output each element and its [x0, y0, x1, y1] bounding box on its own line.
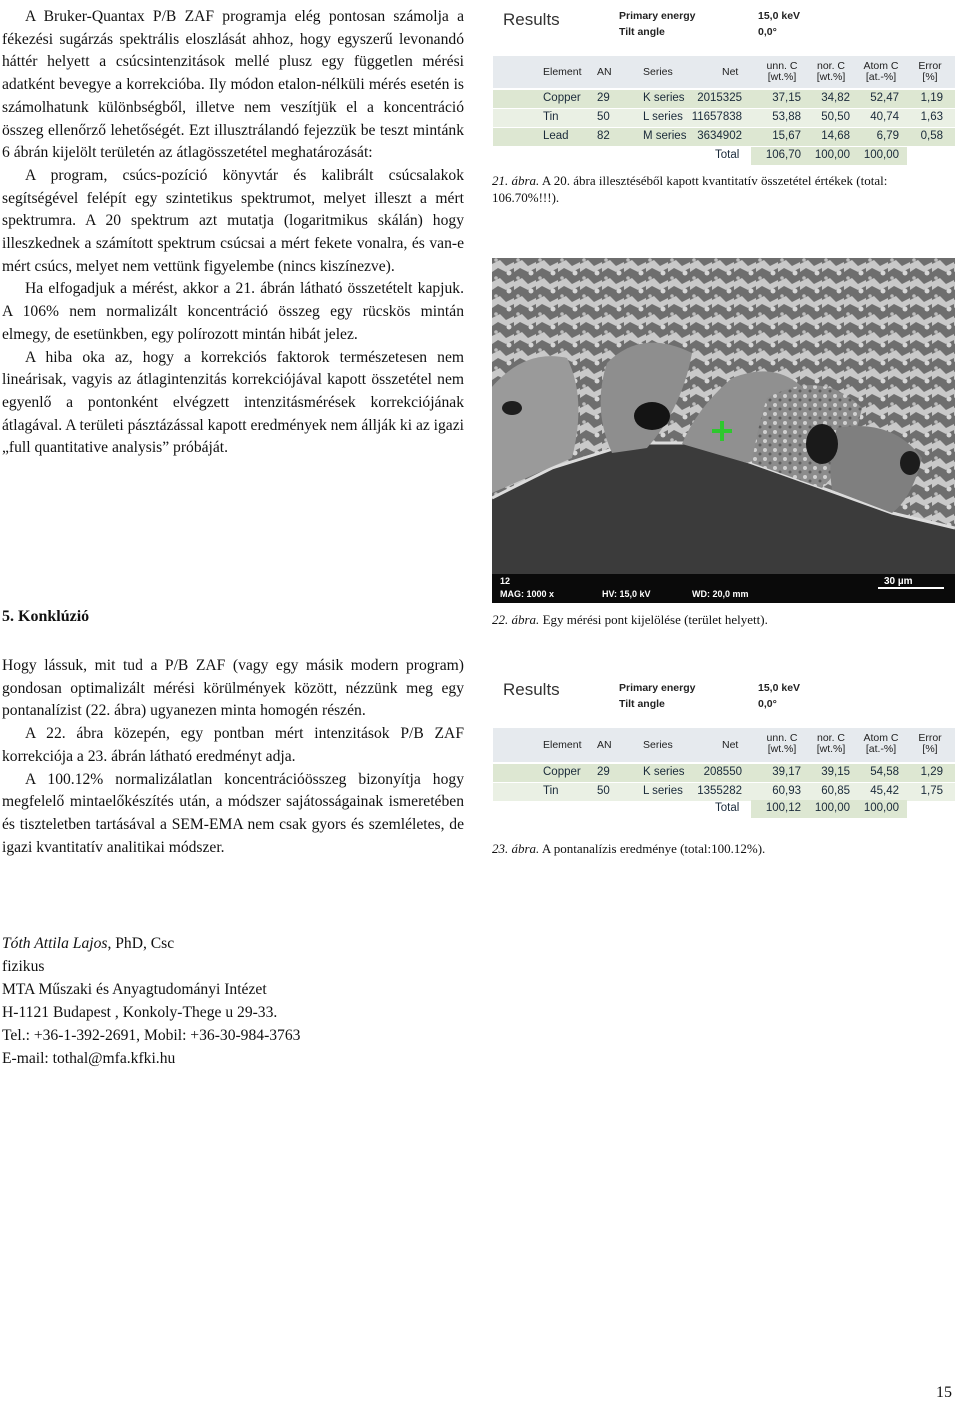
cell-nor: 60,85 — [821, 785, 850, 797]
col-header: Series — [643, 739, 673, 751]
scale-bar-label: 30 µm — [884, 576, 913, 587]
cell-nor: 50,50 — [821, 111, 850, 123]
paragraph: A 22. ábra közepén, egy pontban mért intenzitások P/B ZAF korrekciója a 23. ábrán látható eredményt adja. — [2, 725, 464, 765]
cell-element: Tin — [543, 111, 559, 123]
cell-err: 1,63 — [920, 111, 943, 123]
conclusion-text — [2, 655, 464, 859]
primary-energy-value: 15,0 keV — [758, 682, 801, 694]
cell-atom: 40,74 — [870, 111, 899, 123]
cell-net: 3634902 — [697, 130, 742, 142]
cell-err: 1,19 — [920, 92, 943, 104]
figure-caption-22: 22. ábra. Egy mérési pont kijelölése (terület helyett). — [492, 612, 768, 627]
total-nor: 100,00 — [814, 149, 850, 161]
cell-net: 11657838 — [691, 111, 742, 123]
cell-series: L series — [643, 785, 683, 797]
author-institute: MTA Műszaki és Anyagtudományi Intézet — [2, 981, 267, 998]
cell-err: 1,29 — [920, 766, 943, 778]
col-header: Net — [722, 66, 739, 78]
cell-unn: 37,15 — [772, 92, 801, 104]
total-label: Total — [715, 802, 740, 814]
author-name: Tóth Attila Lajos — [2, 935, 108, 952]
cell-an: 29 — [597, 766, 610, 778]
author-phone: Tel.: +36-1-392-2691, Mobil: +36-30-984-3763 — [2, 1027, 301, 1044]
author-email: E-mail: tothal@mfa.kfki.hu — [2, 1050, 176, 1067]
cell-element: Lead — [543, 130, 569, 142]
results-table-21 — [493, 4, 955, 166]
cell-series: K series — [643, 92, 685, 104]
col-header: Element — [543, 66, 582, 78]
results-title: Results — [503, 680, 560, 699]
cell-nor: 34,82 — [821, 92, 850, 104]
tilt-angle-value: 0,0° — [758, 698, 777, 710]
cell-element: Copper — [543, 766, 581, 778]
cell-element: Tin — [543, 785, 559, 797]
cell-err: 0,58 — [920, 130, 943, 142]
col-header: Element — [543, 739, 582, 751]
cell-series: L series — [643, 111, 683, 123]
cell-nor: 14,68 — [821, 130, 850, 142]
tilt-angle-label: Tilt angle — [619, 26, 665, 38]
info-bar-number: 12 — [500, 576, 511, 586]
primary-energy-label: Primary energy — [619, 10, 696, 22]
author-block — [2, 932, 472, 1070]
paragraph: A hiba oka az, hogy a korrekciós faktorok természetesen nem lineárisak, vagyis az átlagintenzitás korrekciójával kapott összetétel nem egyenlő a pontonként elvégzett intenzitásmérések korrekciójának átlagával. A területi pásztázással kapott eredmények nem állják ki az igazi „full quantitative analysis” próbáját. — [2, 348, 464, 457]
paragraph: Hogy lássuk, mit tud a P/B ZAF (vagy egy másik modern program) gondosan optimalizált mérési körülmények között, nézzünk meg egy pontanalízist (22. ábra) ugyanezen minta homogén részén. — [2, 657, 464, 720]
cell-series: K series — [643, 766, 685, 778]
cell-net: 2015325 — [697, 92, 742, 104]
cell-an: 29 — [597, 92, 610, 104]
total-unn: 106,70 — [765, 149, 801, 161]
cell-atom: 54,58 — [870, 766, 899, 778]
cell-net: 208550 — [703, 766, 742, 778]
col-header: nor. C [wt.%] — [816, 60, 846, 83]
micrograph-drawing — [492, 258, 955, 603]
cell-an: 50 — [597, 785, 610, 797]
primary-energy-value: 15,0 keV — [758, 10, 801, 22]
total-atom: 100,00 — [863, 149, 899, 161]
cell-series: M series — [643, 130, 687, 142]
author-degree: , PhD, Csc — [107, 935, 175, 952]
cell-err: 1,75 — [920, 785, 943, 797]
col-header: Series — [643, 66, 673, 78]
info-bar-hv: HV: 15,0 kV — [602, 589, 651, 599]
cell-atom: 52,47 — [870, 92, 899, 104]
col-header: nor. C [wt.%] — [816, 732, 846, 755]
info-bar-wd: WD: 20,0 mm — [692, 589, 749, 599]
body-text — [2, 6, 464, 460]
sem-micrograph — [492, 258, 955, 603]
cell-an: 50 — [597, 111, 610, 123]
primary-energy-label: Primary energy — [619, 682, 696, 694]
tilt-angle-value: 0,0° — [758, 26, 777, 38]
author-role: fizikus — [2, 958, 45, 975]
tilt-angle-label: Tilt angle — [619, 698, 665, 710]
cell-nor: 39,15 — [821, 766, 850, 778]
figure-caption-23: 23. ábra. A pontanalízis eredménye (total:100.12%). — [492, 841, 766, 856]
cell-atom: 45,42 — [870, 785, 899, 797]
col-header: Error [%] — [918, 60, 942, 83]
figure-caption-21: 21. ábra. A 20. ábra illesztéséből kapott kvantitatív összetétel értékek (total: 106.70%!!!). — [492, 173, 888, 205]
col-header: Atom C [at.-%] — [863, 60, 899, 83]
total-label: Total — [715, 149, 740, 161]
author-address: H-1121 Budapest , Konkoly-Thege u 29-33. — [2, 1004, 278, 1021]
cell-net: 1355282 — [697, 785, 742, 797]
cell-unn: 60,93 — [772, 785, 801, 797]
total-atom: 100,00 — [863, 802, 899, 814]
page-number: 15 — [936, 1384, 952, 1401]
paragraph: A program, csúcs-pozíció könyvtár és kalibrált csúcsalakok segítségével felépít egy szintetikus spektrumot, melyet illeszt a mért spektrumra. A 20 spektrum azt mutatja (logaritmikus skálán) hogy illeszkednek a számított spektrum csúcsai a mért fekete vonalra, és van-e mért csúcs, melyet nem vettünk figyelembe (nincs kiszínezve). — [2, 166, 464, 275]
cell-unn: 15,67 — [772, 130, 801, 142]
info-bar-mag: MAG: 1000 x — [500, 589, 555, 599]
col-header: Net — [722, 739, 739, 751]
col-header: unn. C [wt.%] — [766, 732, 798, 755]
paragraph: Ha elfogadjuk a mérést, akkor a 21. ábrán látható összetételt kapjuk. A 106% nem normalizált koncentráció összeg egy rücskös mintán elmegy, de esetünkben, egy polírozott mintán hibát jelez. — [2, 280, 464, 343]
paragraph: A 100.12% normalizálatlan koncentrációösszeg bizonyítja hogy megfelelő mintaelőkészítés után, a módszer sajátosságainak ismeretében és tiszteletben tartásával a SEM-EMA nem csak gyors és szemléletes, de igazi kvantitatív analitikai módszer. — [2, 770, 464, 856]
total-nor: 100,00 — [814, 802, 850, 814]
cell-element: Copper — [543, 92, 581, 104]
col-header: Atom C [at.-%] — [863, 732, 899, 755]
col-header: AN — [597, 739, 612, 751]
cell-an: 82 — [597, 130, 610, 142]
section-heading: 5. Konklúzió — [2, 608, 90, 625]
results-table-23 — [493, 674, 955, 820]
col-header: AN — [597, 66, 612, 78]
col-header: unn. C [wt.%] — [766, 60, 798, 83]
cell-atom: 6,79 — [876, 130, 899, 142]
cell-unn: 39,17 — [772, 766, 801, 778]
total-unn: 100,12 — [765, 802, 801, 814]
cell-unn: 53,88 — [772, 111, 801, 123]
col-header: Error [%] — [918, 732, 942, 755]
results-title: Results — [503, 10, 560, 29]
paragraph: A Bruker-Quantax P/B ZAF programja elég pontosan számolja a fékezési sugárzás spektrális eloszlását ahhoz, hogy egyszerű levonandó háttér helyett a csúcsintenzitások mellé plusz egy független mérési adatként bevegye a korrekcióba. Ily módon etalon-nélküli mérés esetén is számolhatunk különbségből, illetve nem veszítjük el a koncentráció összeg ellenőrző lehetőségét. Ezt illusztrálandó fejezzük be teszt mintánk 6 ábrán kijelölt területén az átlagösszetétel meghatározását: — [2, 8, 464, 162]
